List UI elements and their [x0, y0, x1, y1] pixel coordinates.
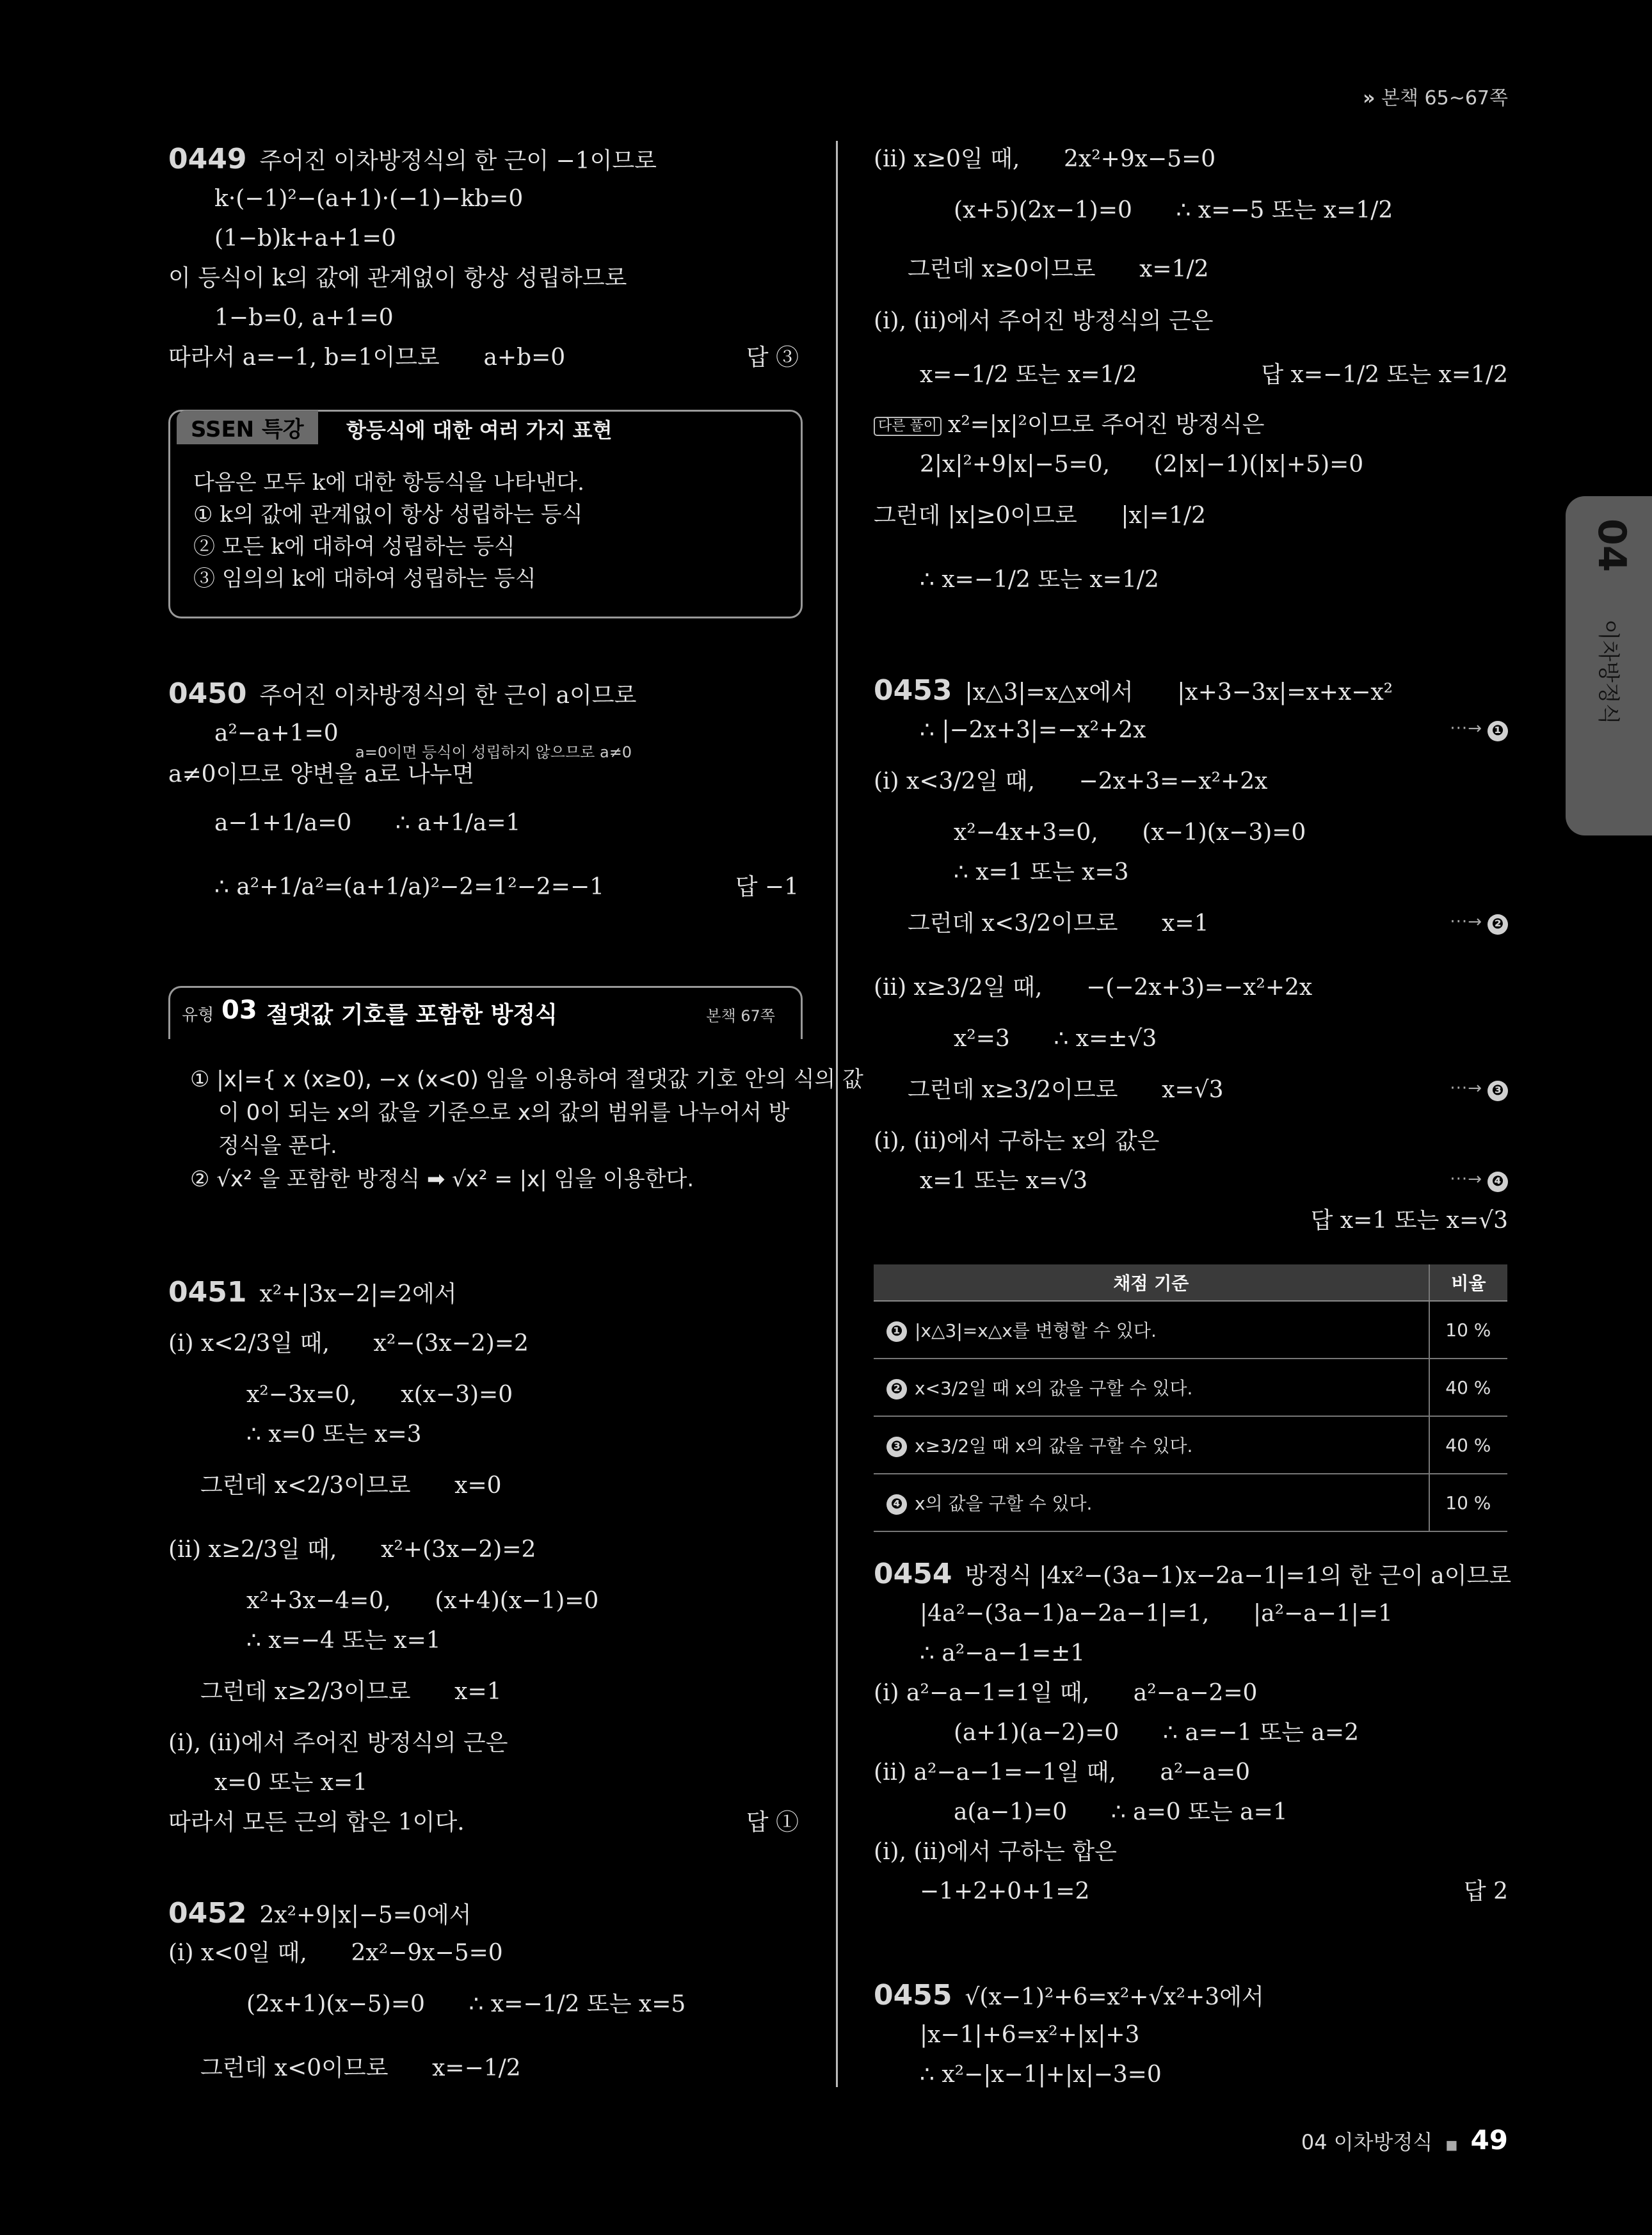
line-text: a²−a+1=0: [214, 720, 339, 746]
solution-line: [874, 1678, 1257, 1709]
chapter-tab: [1566, 496, 1652, 835]
line-text: ∴ a²+1/a²=(a+1/a)²−2=1²−2=−1: [214, 874, 605, 900]
line-text: (x+5)(2x−1)=0 ∴ x=−5 또는 x=1/2: [954, 197, 1393, 223]
solution-line: [920, 1599, 1393, 1629]
solution-line: [200, 1677, 502, 1707]
page-reference-text: 본책 65~67쪽: [1381, 87, 1508, 109]
alt-solution-badge: 다른 풀이: [874, 417, 942, 436]
page-footer: [1301, 2124, 1508, 2156]
solution-line: [954, 818, 1306, 848]
line-text: |x△3|=x△x에서 |x+3−3x|=x+x−x²: [965, 679, 1393, 706]
type03-ref: 본책 67쪽: [706, 1007, 775, 1025]
solution-line: [168, 759, 474, 790]
line-text: |x−1|+6=x²+|x|+3: [920, 2022, 1140, 2048]
solution-line: [920, 1638, 1085, 1669]
solution-line: [200, 2053, 521, 2084]
line-text: (i), (ii)에서 구하는 합은: [874, 1839, 1117, 1865]
line-text: (i), (ii)에서 구하는 x의 값은: [874, 1128, 1160, 1154]
line-text: |4a²−(3a−1)a−2a−1|=1, |a²−a−1|=1: [920, 1601, 1393, 1627]
solution-line: [246, 1989, 686, 2020]
scoring-row: [874, 1301, 1507, 1359]
solution-line: [168, 1938, 503, 1969]
line-text: 그런데 x≥3/2이므로 x=√3: [908, 1077, 1224, 1103]
line-text: 이 등식이 k의 값에 관계없이 항상 성립하므로: [168, 265, 627, 291]
solution-line: [954, 195, 1393, 226]
type03-box: [168, 986, 803, 1039]
chapter-tab-number: 04: [1589, 519, 1634, 572]
criteria-text: x≥3/2일 때 x의 값을 구할 수 있다.: [915, 1435, 1193, 1456]
line-text: x=−1/2 또는 x=1/2: [920, 362, 1137, 388]
ssen-title: [177, 410, 318, 444]
type03-line: 정식을 푼다.: [218, 1133, 337, 1159]
problem-heading: [168, 1277, 457, 1310]
type03-line: ② √x² 을 포함한 방정식 ➡ √x² = |x| 임을 이용한다.: [190, 1166, 694, 1192]
line-text: 2|x|²+9|x|−5=0, (2|x|−1)(|x|+5)=0: [920, 451, 1364, 478]
problem-heading: [874, 1980, 1264, 2013]
type03-line: ① |x|={ x (x≥0), −x (x<0) 임을 이용하여 절댓값 기호 안의 식의 값: [190, 1067, 863, 1092]
solution-line: [954, 1797, 1288, 1828]
solution-line: [214, 303, 394, 334]
answer-mark: 답 x=−1/2 또는 x=1/2: [1261, 362, 1508, 388]
footer-chapter: 04 이차방정식: [1301, 2130, 1433, 2154]
type03-body: [190, 1063, 863, 1196]
solution-line: [874, 766, 1267, 797]
line-text: ∴ x²−|x−1|+|x|−3=0: [920, 2062, 1162, 2088]
line-text: 그런데 x<3/2이므로 x=1: [908, 910, 1209, 937]
line-text: (i), (ii)에서 주어진 방정식의 근은: [168, 1730, 508, 1756]
solution-line: [874, 1837, 1117, 1868]
solution-line: [214, 1768, 367, 1798]
problem-number: 0451: [168, 1276, 247, 1309]
line-text: a−1+1/a=0 ∴ a+1/a=1: [214, 810, 521, 836]
step-number-icon: ❸: [886, 1437, 907, 1457]
solution-line: [874, 1757, 1250, 1788]
line-text: 그런데 x<0이므로 x=−1/2: [200, 2055, 521, 2081]
solution-line: [954, 1718, 1359, 1748]
line-text: x=1 또는 x=√3: [920, 1168, 1088, 1194]
ratio-cell: 10 %: [1429, 1474, 1507, 1531]
answer-mark: 답 −1: [735, 874, 799, 900]
solution-line: [920, 360, 1137, 391]
scoring-row: [874, 1474, 1507, 1531]
problem-number: 0452: [168, 1897, 247, 1930]
step-number-icon: ❷: [886, 1379, 907, 1400]
line-text: 방정식 |4x²−(3a−1)x−2a−1|=1의 한 근이 a이므로: [965, 1563, 1512, 1589]
line-text: x²=|x|²이므로 주어진 방정식은: [948, 412, 1265, 438]
step-number-icon: ❹: [1488, 1172, 1508, 1192]
line-text: (a+1)(a−2)=0 ∴ a=−1 또는 a=2: [954, 1720, 1359, 1746]
step-number-icon: ❹: [886, 1494, 907, 1515]
line-text: 그런데 x≥0이므로 x=1/2: [908, 256, 1209, 282]
type03-number: 03: [221, 996, 257, 1025]
step-mark: [1450, 1170, 1508, 1192]
problem-number: 0453: [874, 674, 952, 707]
line-text: (i), (ii)에서 주어진 방정식의 근은: [874, 308, 1214, 334]
line-text: (ii) a²−a−1=−1일 때, a²−a=0: [874, 1759, 1251, 1786]
solution-line: [920, 1166, 1087, 1197]
answer-mark: 답 x=1 또는 x=√3: [1310, 1207, 1508, 1234]
note-0450: a=0이면 등식이 성립하지 않으므로 a≠0: [355, 743, 632, 761]
solution-line: [908, 908, 1209, 939]
solution-line: [920, 449, 1363, 480]
criteria-cell: [874, 1359, 1429, 1416]
line-text: 따라서 모든 근의 합은 1이다.: [168, 1809, 465, 1836]
solution-line: [920, 1876, 1089, 1907]
dotted-arrow-icon: ···→: [1450, 1079, 1482, 1098]
line-text: (1−b)k+a+1=0: [214, 225, 396, 252]
line-text: 주어진 이차방정식의 한 근이 −1이므로: [259, 148, 657, 174]
solution-line: [168, 343, 565, 373]
line-text: (i) x<3/2일 때, −2x+3=−x²+2x: [874, 768, 1268, 795]
ratio-cell: 10 %: [1429, 1301, 1507, 1359]
step-mark: [1450, 719, 1508, 741]
solution-line: [168, 1807, 465, 1838]
step-number-icon: ❶: [1488, 721, 1508, 741]
line-text: x²+3x−4=0, (x+4)(x−1)=0: [246, 1588, 599, 1614]
problem-heading: [874, 1559, 1511, 1592]
ratio-cell: 40 %: [1429, 1416, 1507, 1474]
line-text: (i) x<2/3일 때, x²−(3x−2)=2: [168, 1330, 529, 1357]
scoring-row: [874, 1416, 1507, 1474]
ssen-line: ③ 임의의 k에 대하여 성립하는 등식: [193, 566, 536, 592]
line-text: (i) a²−a−1=1일 때, a²−a−2=0: [874, 1680, 1258, 1706]
line-text: (2x+1)(x−5)=0 ∴ x=−1/2 또는 x=5: [246, 1991, 686, 2017]
ssen-line: ① k의 값에 관계없이 항상 성립하는 등식: [193, 502, 583, 528]
solution-line: [246, 1626, 441, 1656]
problem-heading: [168, 1898, 471, 1931]
page-number: 49: [1470, 2124, 1508, 2156]
line-text: ∴ x=−4 또는 x=1: [246, 1627, 441, 1654]
line-text: 주어진 이차방정식의 한 근이 a이므로: [259, 682, 637, 709]
scoring-row: [874, 1359, 1507, 1416]
line-text: 그런데 |x|≥0이므로 |x|=1/2: [874, 503, 1207, 529]
solution-line: [246, 1586, 598, 1617]
solution-line: [246, 1419, 422, 1450]
ratio-cell: 40 %: [1429, 1359, 1507, 1416]
solution-line: [908, 254, 1209, 285]
solution-line: [246, 1380, 513, 1410]
footer-square-icon: ■: [1445, 2137, 1458, 2152]
scoring-table-header: [874, 1264, 1507, 1301]
problem-number: 0454: [874, 1558, 952, 1590]
step-number-icon: ❸: [1488, 1081, 1508, 1101]
chapter-tab-label: 이차방정식: [1595, 619, 1621, 725]
problem-number: 0455: [874, 1979, 952, 2012]
solution-line: [874, 306, 1213, 337]
line-text: x²=3 ∴ x=±√3: [954, 1026, 1157, 1052]
line-text: −1+2+0+1=2: [920, 1878, 1090, 1905]
line-text: ∴ x=−1/2 또는 x=1/2: [920, 567, 1159, 593]
criteria-text: |x△3|=x△x를 변형할 수 있다.: [915, 1320, 1157, 1341]
type03-badge: 유형: [182, 1006, 214, 1025]
line-text: x²+|3x−2|=2에서: [259, 1281, 457, 1307]
problem-heading: [168, 679, 636, 711]
answer-mark: 답 ③: [746, 344, 799, 371]
ssen-title-text: SSEN 특강: [191, 417, 304, 442]
line-text: a≠0이므로 양변을 a로 나누면: [168, 761, 475, 787]
dotted-arrow-icon: ···→: [1450, 719, 1482, 738]
solution-line: [920, 565, 1159, 595]
line-text: 1−b=0, a+1=0: [214, 305, 394, 331]
line-text: (i) x<0일 때, 2x²−9x−5=0: [168, 1940, 503, 1966]
line-text: (ii) x≥2/3일 때, x²+(3x−2)=2: [168, 1537, 536, 1563]
ssen-line: ② 모든 k에 대하여 성립하는 등식: [193, 534, 515, 560]
criteria-cell: [874, 1416, 1429, 1474]
solution-line: [214, 184, 523, 214]
line-text: 따라서 a=−1, b=1이므로 a+b=0: [168, 344, 566, 371]
solution-line: [168, 1535, 536, 1565]
criteria-text: x의 값을 구할 수 있다.: [915, 1493, 1093, 1514]
solution-line: [874, 410, 1265, 440]
criteria-cell: [874, 1474, 1429, 1531]
solution-line: [920, 2060, 1162, 2090]
dotted-arrow-icon: ···→: [1450, 1170, 1482, 1189]
type03-line: 이 0이 되는 x의 값을 기준으로 x의 값의 범위를 나누어서 방: [218, 1100, 790, 1126]
ssen-line: 다음은 모두 k에 대한 항등식을 나타낸다.: [193, 470, 584, 496]
problem-number: 0450: [168, 677, 247, 710]
line-text: ∴ |−2x+3|=−x²+2x: [920, 717, 1146, 743]
line-text: (ii) x≥0일 때, 2x²+9x−5=0: [874, 146, 1216, 172]
ssen-subtitle: 항등식에 대한 여러 가지 표현: [346, 418, 613, 442]
line-text: ∴ a²−a−1=±1: [920, 1640, 1086, 1666]
problem-heading: [168, 144, 657, 177]
line-text: 2x²+9|x|−5=0에서: [259, 1902, 472, 1928]
solution-line: [214, 718, 339, 749]
header-ratio: 비율: [1429, 1264, 1507, 1301]
criteria-cell: [874, 1301, 1429, 1359]
solution-line: [954, 857, 1129, 888]
line-text: 그런데 x≥2/3이므로 x=1: [200, 1679, 502, 1705]
line-text: ∴ x=0 또는 x=3: [246, 1421, 422, 1448]
solution-line: [920, 715, 1146, 746]
solution-line: [168, 1328, 529, 1359]
solution-line: [200, 1471, 502, 1501]
line-text: √(x−1)²+6=x²+√x²+3에서: [965, 1984, 1264, 2010]
solution-line: [874, 972, 1312, 1003]
solution-line: [168, 263, 627, 294]
line-text: a(a−1)=0 ∴ a=0 또는 a=1: [954, 1799, 1288, 1825]
double-chevron-icon: »: [1363, 87, 1375, 109]
page-reference: [1363, 82, 1508, 110]
solution-line: [954, 1024, 1157, 1054]
header-criteria: 채점 기준: [874, 1264, 1429, 1301]
answer-mark: 답 2: [1463, 1878, 1508, 1905]
step-mark: [1450, 1079, 1508, 1101]
problem-heading: [874, 675, 1393, 708]
ssen-box: [168, 410, 803, 618]
scoring-table: [874, 1264, 1507, 1532]
solution-line: [874, 1126, 1159, 1157]
solution-line: [214, 872, 604, 903]
problem-number: 0449: [168, 143, 247, 175]
solution-line: [214, 808, 520, 839]
step-number-icon: ❶: [886, 1321, 907, 1342]
line-text: x=0 또는 x=1: [214, 1770, 368, 1796]
answer-mark: 답 ①: [746, 1809, 799, 1836]
type03-title: 절댓값 기호를 포함한 방정식: [266, 1002, 557, 1028]
line-text: (ii) x≥3/2일 때, −(−2x+3)=−x²+2x: [874, 974, 1313, 1001]
step-number-icon: ❷: [1488, 914, 1508, 935]
line-text: x²−3x=0, x(x−3)=0: [246, 1382, 513, 1408]
criteria-text: x<3/2일 때 x의 값을 구할 수 있다.: [915, 1378, 1193, 1399]
ssen-body: [193, 467, 584, 595]
line-text: k·(−1)²−(a+1)·(−1)−kb=0: [214, 186, 524, 212]
line-text: x²−4x+3=0, (x−1)(x−3)=0: [954, 819, 1306, 846]
step-mark: [1450, 912, 1508, 935]
line-text: ∴ x=1 또는 x=3: [954, 859, 1129, 885]
line-text: 그런데 x<2/3이므로 x=0: [200, 1473, 502, 1499]
solution-line: [874, 144, 1215, 175]
solution-line: [874, 501, 1206, 531]
solution-line: [168, 1728, 508, 1759]
solution-line: [920, 2020, 1139, 2051]
solution-line: [908, 1075, 1223, 1106]
dotted-arrow-icon: ···→: [1450, 912, 1482, 932]
solution-line: [214, 223, 396, 254]
